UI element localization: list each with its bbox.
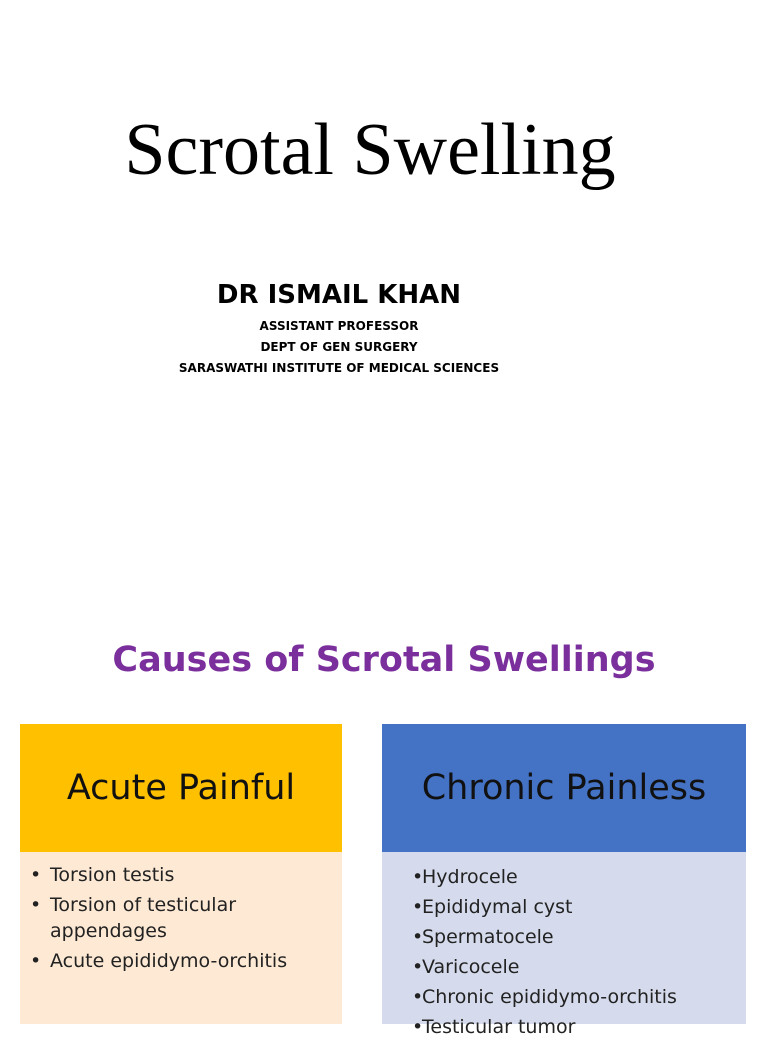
list-item bbox=[382, 1012, 746, 1042]
chronic-painless-header: Chronic Painless bbox=[382, 724, 746, 852]
list-item-text: Spermatocele bbox=[422, 926, 554, 948]
list-item bbox=[382, 892, 746, 922]
list-item-text: Testicular tumor bbox=[422, 1016, 576, 1038]
list-item bbox=[382, 922, 746, 952]
list-item-text: Chronic epididymo-orchitis bbox=[422, 986, 677, 1008]
list-item bbox=[382, 862, 746, 892]
author-institution: SARASWATHI INSTITUTE OF MEDICAL SCIENCES bbox=[178, 361, 500, 375]
slide-title: Scrotal Swelling bbox=[124, 109, 616, 191]
list-item: • Torsion of testicular appendages bbox=[20, 892, 342, 944]
causes-heading: Causes of Scrotal Swellings bbox=[112, 640, 656, 680]
author-department: DEPT OF GEN SURGERY bbox=[260, 340, 418, 354]
author-name: DR ISMAIL KHAN bbox=[216, 280, 462, 310]
acute-painful-header: Acute Painful bbox=[20, 724, 342, 852]
list-item bbox=[382, 952, 746, 982]
chronic-painless-list bbox=[382, 852, 746, 1038]
acute-painful-column bbox=[20, 724, 342, 1024]
list-item-text: Epididymal cyst bbox=[422, 896, 573, 918]
list-item: • Torsion testis bbox=[20, 862, 342, 888]
author-position: ASSISTANT PROFESSOR bbox=[259, 319, 419, 333]
list-item-text: Hydrocele bbox=[422, 866, 518, 888]
acute-painful-list bbox=[20, 852, 342, 1024]
list-item bbox=[382, 982, 746, 1012]
list-item-text: Varicocele bbox=[422, 956, 520, 978]
chronic-painless-column bbox=[382, 724, 746, 1038]
list-item: • Acute epididymo-orchitis bbox=[20, 948, 342, 974]
